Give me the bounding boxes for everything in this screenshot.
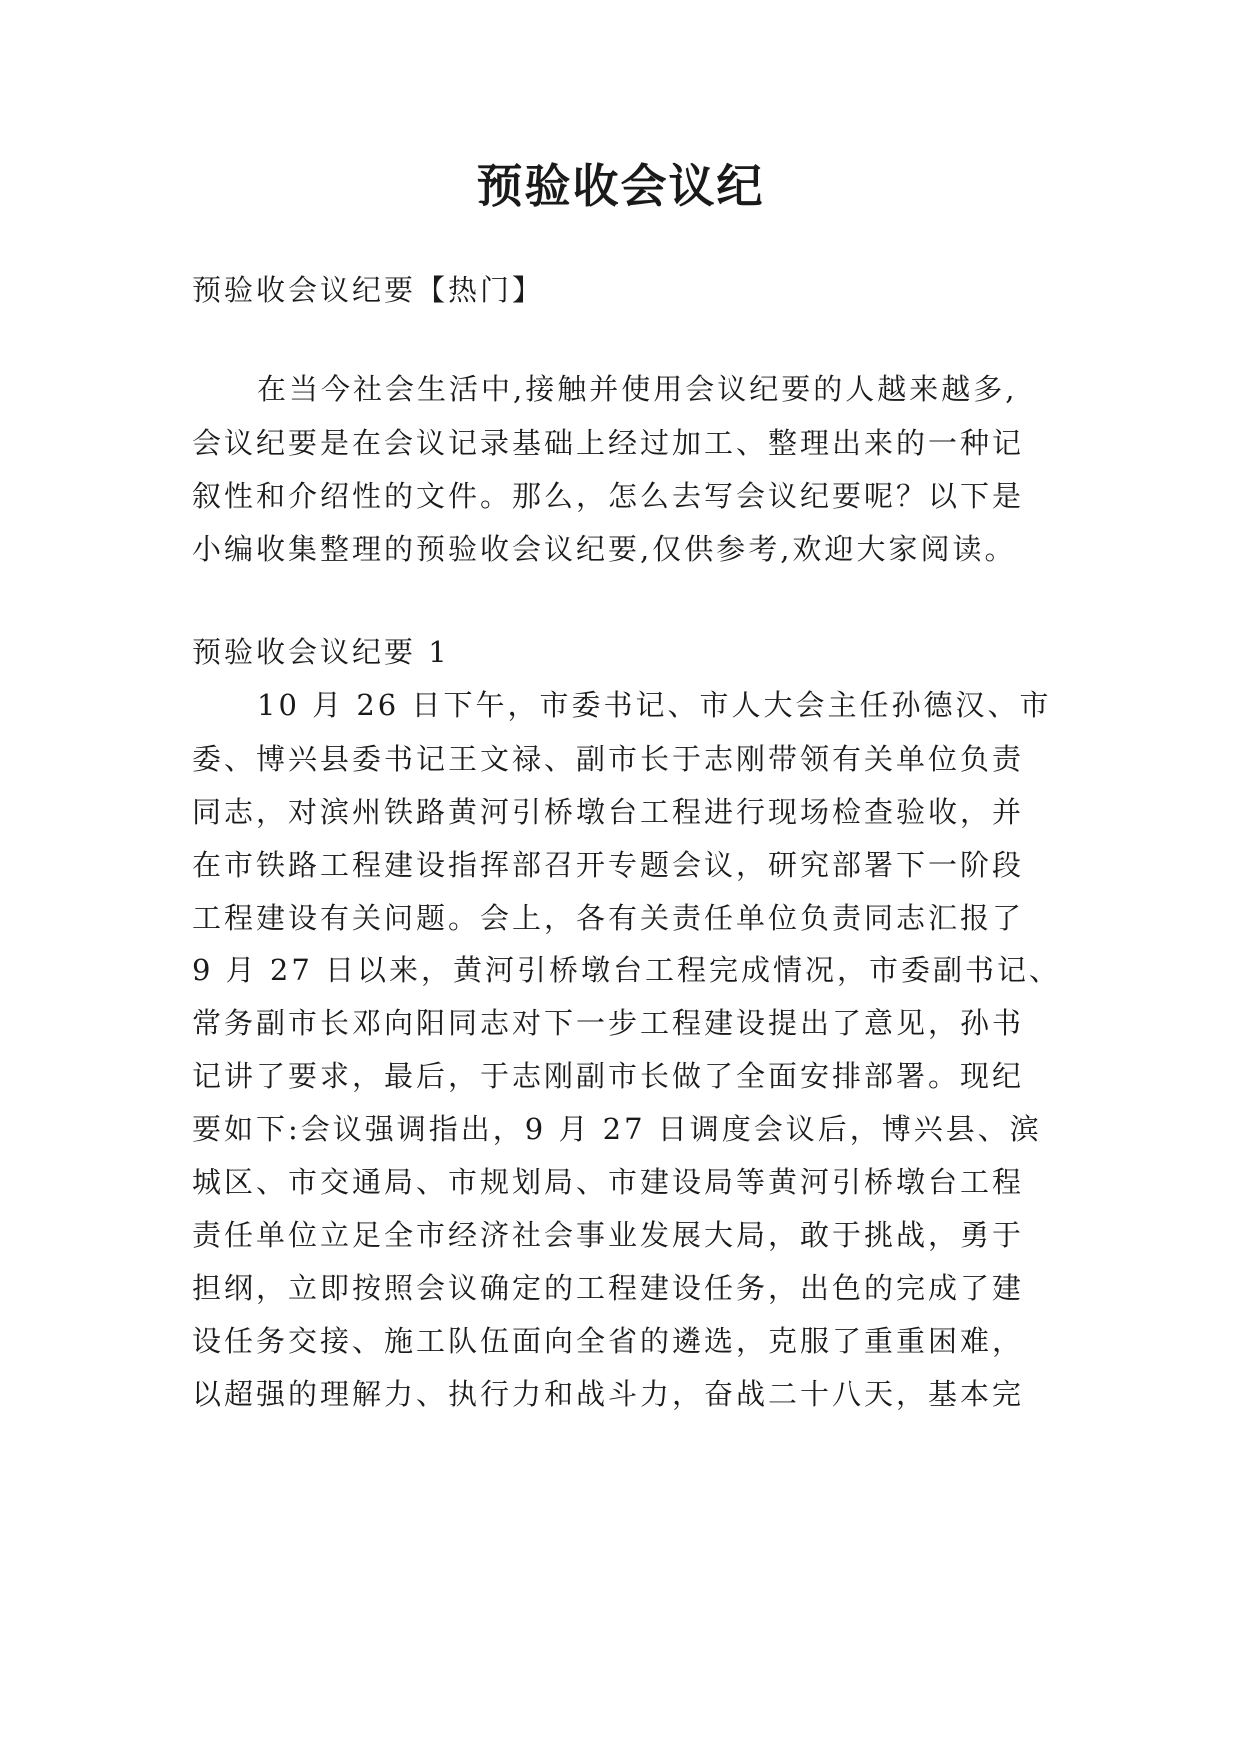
intro-line: 在当今社会生活中,接触并使用会议纪要的人越来越多, bbox=[257, 372, 1018, 406]
body-line: 城区、市交通局、市规划局、市建设局等黄河引桥墩台工程 bbox=[192, 1165, 1025, 1199]
document-title: 预验收会议纪 bbox=[476, 159, 765, 213]
body-line: 设任务交接、施工队伍面向全省的遴选，克服了重重困难， bbox=[192, 1324, 1025, 1358]
intro-line: 小编收集整理的预验收会议纪要,仅供参考,欢迎大家阅读。 bbox=[192, 532, 1017, 566]
body-line: 以超强的理解力、执行力和战斗力，奋战二十八天，基本完 bbox=[192, 1377, 1025, 1411]
body-line: 记讲了要求，最后，于志刚副市长做了全面安排部署。现纪 bbox=[192, 1059, 1025, 1093]
section-heading: 预验收会议纪要 1 bbox=[192, 635, 450, 669]
body-line: 担纲，立即按照会议确定的工程建设任务，出色的完成了建 bbox=[192, 1271, 1025, 1305]
intro-line: 叙性和介绍性的文件。那么，怎么去写会议纪要呢？以下是 bbox=[192, 479, 1025, 513]
intro-line: 会议纪要是在会议记录基础上经过加工、整理出来的一种记 bbox=[192, 426, 1025, 460]
body-line: 同志，对滨州铁路黄河引桥墩台工程进行现场检查验收，并 bbox=[192, 795, 1025, 829]
body-line: 责任单位立足全市经济社会事业发展大局，敢于挑战，勇于 bbox=[192, 1218, 1025, 1252]
body-line: 常务副市长邓向阳同志对下一步工程建设提出了意见，孙书 bbox=[192, 1006, 1025, 1040]
document-subtitle: 预验收会议纪要【热门】 bbox=[192, 273, 545, 307]
body-line: 工程建设有关问题。会上，各有关责任单位负责同志汇报了 bbox=[192, 901, 1025, 935]
body-line: 要如下:会议强调指出，9 月 27 日调度会议后，博兴县、滨 bbox=[192, 1112, 1042, 1146]
body-line: 在市铁路工程建设指挥部召开专题会议，研究部署下一阶段 bbox=[192, 848, 1025, 882]
body-line: 委、博兴县委书记王文禄、副市长于志刚带领有关单位负责 bbox=[192, 742, 1025, 776]
body-line: 9 月 27 日以来，黄河引桥墩台工程完成情况，市委副书记、 bbox=[192, 953, 1062, 987]
body-line: 10 月 26 日下午，市委书记、市人大会主任孙德汉、市 bbox=[257, 688, 1052, 722]
